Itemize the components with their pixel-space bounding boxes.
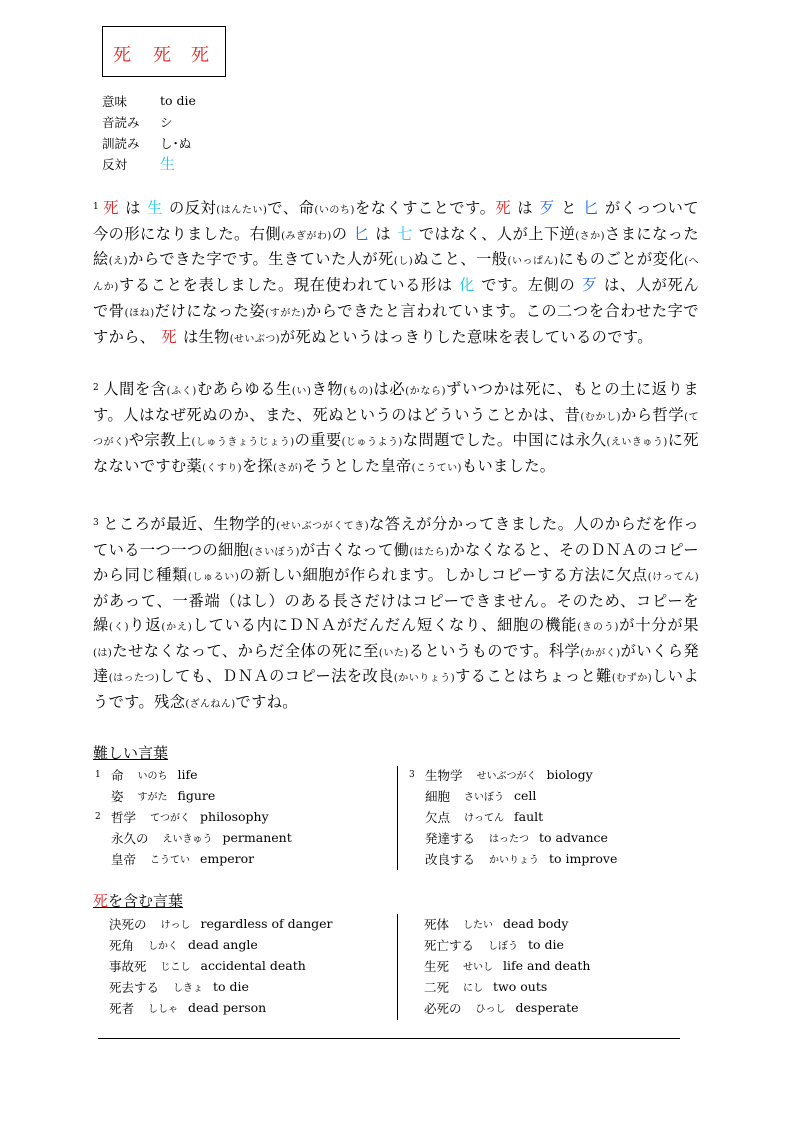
kanji-title-box [102, 26, 226, 77]
text-span: desperate [515, 1000, 579, 1015]
text-span: (いのち) [314, 205, 355, 216]
text-span: to die [213, 979, 249, 994]
kanji-highlight: 七 [397, 224, 413, 243]
info-opposite [102, 153, 196, 174]
text-span: かいりょう [489, 855, 540, 866]
paragraph-number: 3 [93, 518, 100, 528]
text-span: することはちょっと難 [455, 667, 612, 686]
vocab-row [95, 827, 292, 848]
text-span: はったつ [489, 834, 530, 845]
text-span: が死ぬというはっきりした意味を表しているのです。 [279, 327, 653, 346]
text-span: の新しい細胞が作られます。しかしコピーする方法に欠点 [239, 566, 648, 585]
info-value: to die [160, 93, 196, 108]
text-span: cell [514, 788, 537, 803]
text-span: (けってん) [647, 572, 700, 584]
text-span: (かいりょう) [393, 673, 456, 685]
text-span: しかく [148, 941, 179, 952]
text-span: こうてい [150, 855, 191, 866]
info-value: シ [160, 114, 173, 130]
text-span: からできたと言われています。この二つを合わせた字ですから、 [93, 301, 699, 346]
difficult-words-left [95, 764, 292, 869]
vocab-row [95, 848, 292, 869]
text-span: そうとした皇帝 [302, 457, 412, 476]
text-span: 人間を含 [103, 380, 167, 398]
text-span: 死去する [109, 979, 160, 995]
text-span: (はったつ) [108, 673, 160, 685]
text-span: (せいぶつ) [229, 333, 280, 345]
info-value: 生 [160, 155, 176, 173]
text-span: (じゅうよう) [341, 437, 403, 449]
text-span: (はんたい) [216, 205, 268, 216]
text-span: (みぎがわ) [281, 230, 332, 242]
text-span: 姿 [111, 788, 124, 804]
vocab-row [109, 976, 333, 997]
text-span: 二死 [424, 979, 450, 995]
text-span: (むかし) [580, 411, 621, 423]
text-span: です。左側の [480, 276, 576, 295]
text-span: ですね。 [235, 692, 298, 711]
compound-words-title [93, 890, 183, 911]
text-span: せいし [463, 962, 494, 973]
kanji-info [102, 90, 196, 174]
text-span: (かがく) [580, 647, 621, 659]
text-span: 3 [409, 769, 415, 780]
text-span: るというものです。科学 [408, 641, 581, 660]
text-span: (はたら) [409, 546, 450, 558]
text-span: の反対 [168, 199, 217, 217]
text-span: 永久の [111, 830, 149, 846]
kanji-highlight: 生 [146, 199, 163, 217]
text-span: しきょ [173, 983, 204, 994]
text-span: to advance [539, 830, 608, 845]
text-span: 死 [93, 892, 109, 910]
text-span: dead angle [188, 937, 258, 952]
text-span: (もの) [343, 386, 374, 397]
text-span: (くすり) [202, 463, 242, 475]
text-span: (こうてい) [411, 463, 462, 475]
text-span: (むずか) [611, 673, 653, 685]
vocab-row [95, 806, 292, 827]
kanji-highlight: 匕 [582, 199, 599, 217]
text-span: は [375, 224, 392, 243]
text-span: えいきゅう [162, 834, 213, 845]
vocab-row [95, 785, 292, 806]
text-span: (いた) [378, 647, 409, 659]
text-span: 決死の [109, 916, 147, 932]
column-divider [397, 914, 398, 1020]
text-span: (え) [108, 256, 128, 268]
difficult-words-title: 難しい言葉 [93, 744, 169, 762]
text-span: が十分が果 [618, 615, 699, 634]
kanji-highlight: 歹 [539, 199, 556, 217]
text-span: ではなく、人が上下逆 [418, 224, 576, 243]
text-span: からできた字です。生きていた人が死 [127, 250, 394, 269]
info-value: し･ぬ [160, 135, 192, 151]
info-label: 音読み [102, 114, 140, 130]
text-span: かなくなると、そのＤＮＡのコピーから同じ種類 [93, 540, 700, 585]
info-label: 反対 [102, 156, 128, 172]
vocab-row [424, 913, 590, 934]
vocab-row [424, 955, 590, 976]
text-span: 発達する [425, 830, 476, 846]
vocab-row [424, 934, 590, 955]
text-span: がくっついて今の形になりました。右側 [93, 199, 699, 243]
text-span: いのち [137, 771, 168, 782]
text-span: たせなくなって、からだ全体の死に至 [112, 641, 379, 660]
text-span: 改良する [425, 851, 476, 867]
kanji-form-2: 死 [153, 45, 171, 66]
info-on-reading [102, 111, 196, 132]
text-span: 生死 [424, 958, 450, 974]
text-span: 皇帝 [111, 851, 137, 867]
kanji-highlight: 死 [103, 199, 120, 217]
text-span: (し) [393, 256, 414, 268]
text-span: き物 [311, 380, 344, 398]
text-span: two outs [493, 979, 548, 994]
text-span: 死者 [109, 1000, 135, 1016]
text-span: がいくら発達 [93, 641, 700, 686]
kanji-highlight: 匕 [353, 224, 370, 243]
info-kun-reading [102, 132, 196, 153]
text-span: の [331, 224, 348, 243]
text-span: (へんか) [93, 256, 700, 294]
text-span: to improve [549, 851, 618, 866]
text-span: が古くなって働 [299, 540, 410, 559]
text-span: permanent [222, 830, 292, 845]
text-span: から哲学 [620, 405, 685, 424]
text-span: てつがく [150, 813, 191, 824]
text-span: があって、一番端（はし）のある長さだけはコピーできません。そのため、コピーを繰 [93, 592, 699, 634]
vocab-row [109, 997, 333, 1018]
kanji-highlight: 歹 [581, 276, 598, 295]
kanji-form-1: 死 [113, 45, 131, 66]
text-span: の重要 [294, 431, 342, 450]
text-span: (は) [93, 647, 113, 659]
kanji-highlight: 死 [495, 199, 512, 217]
text-span: 1 [95, 769, 101, 780]
text-span: (く) [109, 621, 129, 633]
text-span: で、命 [267, 199, 315, 217]
text-span: にものごとが変化 [558, 250, 685, 269]
vocab-row [409, 848, 617, 869]
vocab-row [409, 806, 617, 827]
info-label: 意味 [102, 93, 128, 109]
text-span: な答えが分かってきました。人のからだを作っている一つ一つの細胞 [93, 515, 700, 559]
text-span: したい [463, 920, 494, 931]
vocab-row [409, 827, 617, 848]
text-span: (さが) [273, 463, 303, 475]
text-span: (ほね) [124, 307, 155, 319]
text-span: (かえ) [161, 621, 193, 633]
text-span: ずいつかは死に、もとの土に返ります。人はなぜ死ぬのか、また、死ぬというのはどういうことかは、昔 [93, 380, 699, 424]
text-span: せいぶつがく [476, 771, 537, 782]
text-span: (さいぼう) [249, 546, 300, 558]
text-span: (すがた) [265, 307, 306, 319]
text-span: り返 [128, 615, 162, 634]
vocab-row [424, 976, 590, 997]
text-span: は生物 [182, 327, 230, 346]
text-span: 事故死 [109, 958, 147, 974]
text-span: な問題でした。中国には永久 [402, 431, 607, 450]
text-span: 哲学 [111, 809, 137, 825]
text-span: (せいぶつがくてき) [276, 521, 370, 532]
text-span: すがた [137, 792, 168, 803]
text-span: life [177, 767, 198, 782]
difficult-words-right [409, 764, 617, 869]
text-span: だけになった姿 [154, 301, 266, 320]
text-span: to die [528, 937, 564, 952]
text-span: philosophy [200, 809, 269, 824]
text-span: しぼう [488, 941, 519, 952]
text-span: むあらゆる生 [196, 380, 292, 398]
vocab-row [409, 785, 617, 806]
text-span: さまになった絵 [93, 224, 700, 269]
kanji-form-3: 死 [191, 45, 209, 66]
text-span: (しゅるい) [187, 572, 240, 584]
text-span: ひっし [475, 1004, 506, 1015]
text-span: 命 [111, 767, 124, 783]
text-span: 生物学 [425, 767, 463, 783]
text-span: figure [177, 788, 216, 803]
text-span: life and death [503, 958, 591, 973]
info-meaning [102, 90, 196, 111]
text-span: もいました。 [461, 457, 556, 476]
text-span: 必死の [424, 1000, 462, 1016]
compound-words-left [109, 913, 333, 1018]
text-span: しても、ＤＮＡのコピー法を改良 [159, 667, 394, 686]
text-span: は [125, 199, 141, 217]
text-span: regardless of danger [200, 916, 333, 931]
text-span: に死なないですむ薬 [93, 431, 699, 476]
column-divider [397, 766, 398, 870]
text-span: (さか) [575, 230, 605, 242]
text-span: は [517, 199, 534, 217]
text-span: や宗教上 [128, 431, 192, 450]
text-span: (しゅうきょうじょう) [191, 437, 295, 449]
text-span: を探 [241, 457, 274, 476]
compound-words-right [424, 913, 590, 1018]
text-span: dead person [188, 1000, 267, 1015]
text-span: じこし [160, 962, 191, 973]
vocab-row [409, 764, 617, 785]
vocab-row [109, 913, 333, 934]
text-span: accidental death [200, 958, 306, 973]
text-span: (かなら) [405, 386, 446, 397]
text-span: と [561, 199, 577, 217]
text-span: ところが最近、生物学的 [103, 515, 277, 533]
info-label: 訓読み [102, 135, 140, 151]
paragraph-1 [93, 196, 699, 351]
text-span: けってん [464, 813, 505, 824]
text-span: biology [546, 767, 593, 782]
text-span: emperor [200, 851, 255, 866]
text-span: (ふく) [166, 386, 197, 397]
text-span: (えいきゅう) [606, 437, 668, 449]
text-span: することを表しました。現在使われている形は [118, 276, 453, 295]
vocab-row [95, 764, 292, 785]
text-span: にし [463, 983, 484, 994]
text-span: fault [514, 809, 544, 824]
text-span: は必 [373, 380, 406, 398]
text-span: ぬこと、一般 [413, 250, 508, 269]
text-span: (きのう) [577, 621, 619, 633]
text-span: 細胞 [425, 788, 451, 804]
vocab-row [109, 955, 333, 976]
paragraph-3 [93, 512, 699, 717]
text-span: 2 [95, 811, 101, 822]
vocab-row [109, 934, 333, 955]
text-span: しいようです。残念 [93, 667, 700, 711]
text-span: 死角 [109, 937, 135, 953]
kanji-highlight: 化 [458, 276, 475, 295]
text-span: をなくすことです。 [354, 199, 496, 217]
text-span: けっし [160, 920, 191, 931]
text-span: (い) [291, 386, 312, 397]
text-span: 死亡する [424, 937, 475, 953]
text-span: (てつがく) [93, 411, 700, 449]
vocab-row [424, 997, 590, 1018]
text-span: は、人が死んで骨 [93, 276, 699, 320]
text-span: (いっぱん) [507, 256, 559, 268]
text-span: している内にＤＮＡがだんだん短くなり、細胞の機能 [192, 615, 578, 634]
kanji-highlight: 死 [161, 327, 177, 346]
text-span: 欠点 [425, 809, 451, 825]
text-span: 死体 [424, 916, 450, 932]
text-span: (ざんねん) [185, 698, 236, 710]
text-span: を含む言葉 [108, 892, 184, 910]
text-span: dead body [503, 916, 569, 931]
paragraph-2 [93, 377, 699, 481]
text-span: ししゃ [148, 1004, 179, 1015]
paragraph-number: 1 [93, 202, 100, 212]
text-span: さいぼう [464, 792, 505, 803]
bottom-rule [98, 1038, 680, 1039]
paragraph-number: 2 [93, 383, 100, 393]
